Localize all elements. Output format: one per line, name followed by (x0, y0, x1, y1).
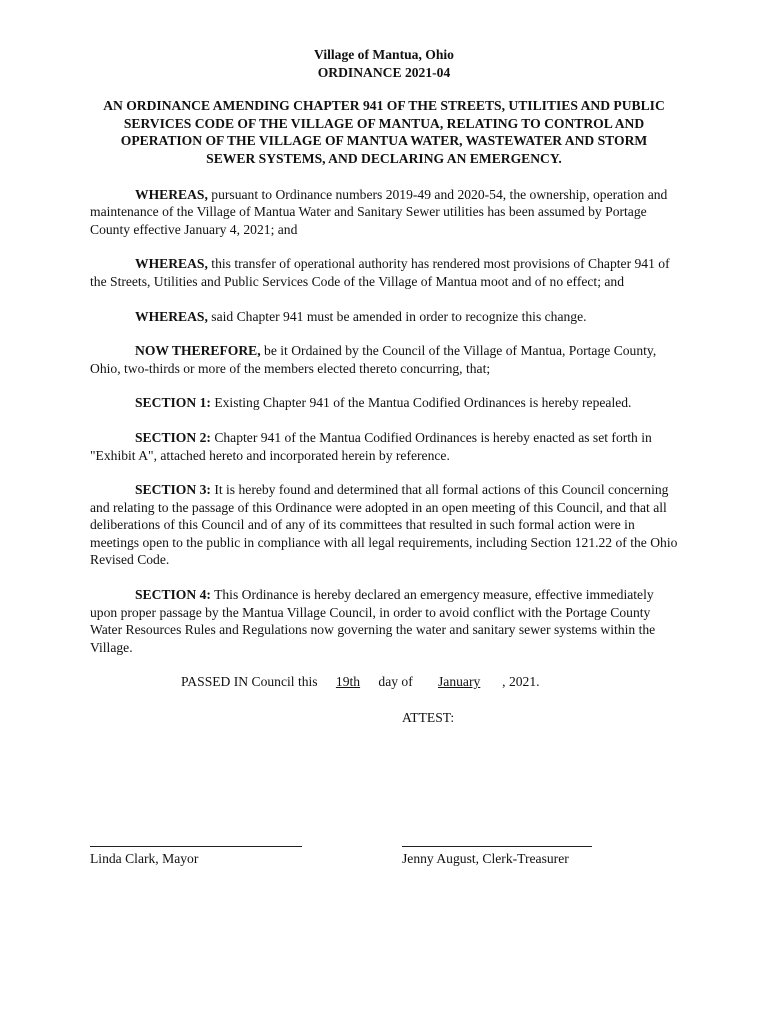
passed-suffix: , 2021. (502, 674, 540, 690)
paragraph-text: It is hereby found and determined that all formal actions of this Council concerning and relating to the passage of this Ordinance were adopted in an open meeting of this Council, and that all deliberations of this Council and of any of its committees that resulted in such formal action were in meetings open to the public in compliance with all legal requirements, including Section 121.22 of the Ohio Revised Code. (90, 482, 678, 568)
section-3-paragraph (90, 481, 678, 569)
passed-day: 19th (335, 674, 361, 690)
whereas-paragraph-1 (90, 186, 678, 239)
paragraph-lead: WHEREAS, (135, 186, 208, 202)
paragraph-lead: WHEREAS, (135, 308, 208, 324)
clerk-name: Jenny August, Clerk-Treasurer (402, 851, 569, 866)
passed-month: January (438, 674, 481, 690)
passed-middle: day of (375, 674, 417, 690)
ordinance-document (90, 46, 678, 727)
paragraph-text: this transfer of operational authority has rendered most provisions of Chapter 941 of the Streets, Utilities and Public Services Code of the Village of Mantua moot and of no effect; and (90, 256, 670, 289)
paragraph-text: pursuant to Ordinance numbers 2019-49 and 2020-54, the ownership, operation and maintenance of the Village of Mantua Water and Sanitary Sewer utilities has been assumed by Portage County effective January 4, 2021; and (90, 186, 668, 237)
signature-block (90, 846, 690, 876)
paragraph-lead: SECTION 1: (135, 395, 211, 411)
whereas-paragraph-2 (90, 255, 678, 290)
ordinance-title: AN ORDINANCE AMENDING CHAPTER 941 OF THE STREETS, UTILITIES AND PUBLIC SERVICES CODE OF THE VILLAGE OF MANTUA, RELATING TO CONTROL AND OPERATION OF THE VILLAGE OF MANTUA WATER, WASTEWATER AND STORM SEWER SYSTEMS, AND DECLARING AN EMERGENCY. (103, 98, 665, 166)
paragraph-lead: NOW THEREFORE, (135, 343, 261, 359)
paragraph-lead: SECTION 3: (135, 482, 211, 498)
paragraph-text: Chapter 941 of the Mantua Codified Ordinances is hereby enacted as set forth in "Exhibit A", attached hereto and incorporated herein by reference. (90, 429, 652, 463)
village-name: Village of Mantua, Ohio (314, 47, 454, 62)
paragraph-text: said Chapter 941 must be amended in order to recognize this change. (207, 308, 587, 324)
section-1-paragraph (90, 394, 678, 412)
mayor-name: Linda Clark, Mayor (90, 851, 199, 866)
clerk-signature (402, 846, 592, 867)
passed-prefix: PASSED IN Council this (181, 674, 321, 690)
section-2-paragraph (90, 429, 678, 464)
ordinance-number: ORDINANCE 2021-04 (317, 64, 451, 80)
attest-label: ATTEST: (402, 710, 455, 726)
clerk-signature-line (402, 846, 592, 847)
paragraph-lead: SECTION 2: (135, 429, 211, 445)
paragraph-text: This Ordinance is hereby declared an emergency measure, effective immediately upon proper passage by the Mantua Village Council, in order to avoid conflict with the Portage County Water Resources Rules and Regulations now governing the water and sanitary sewer systems within the Village. (90, 587, 656, 655)
passed-line (90, 673, 678, 691)
paragraph-lead: WHEREAS, (135, 256, 208, 272)
document-header (90, 46, 678, 81)
paragraph-lead: SECTION 4: (135, 587, 211, 603)
now-therefore-paragraph (90, 342, 678, 377)
paragraph-text: be it Ordained by the Council of the Village of Mantua, Portage County, Ohio, two-thirds or more of the members elected thereto concurring, that; (90, 343, 657, 376)
section-4-paragraph (90, 586, 678, 656)
mayor-signature (90, 846, 302, 867)
paragraph-text: Existing Chapter 941 of the Mantua Codified Ordinances is hereby repealed. (210, 395, 632, 411)
whereas-paragraph-3 (90, 308, 678, 326)
mayor-signature-line (90, 846, 302, 847)
